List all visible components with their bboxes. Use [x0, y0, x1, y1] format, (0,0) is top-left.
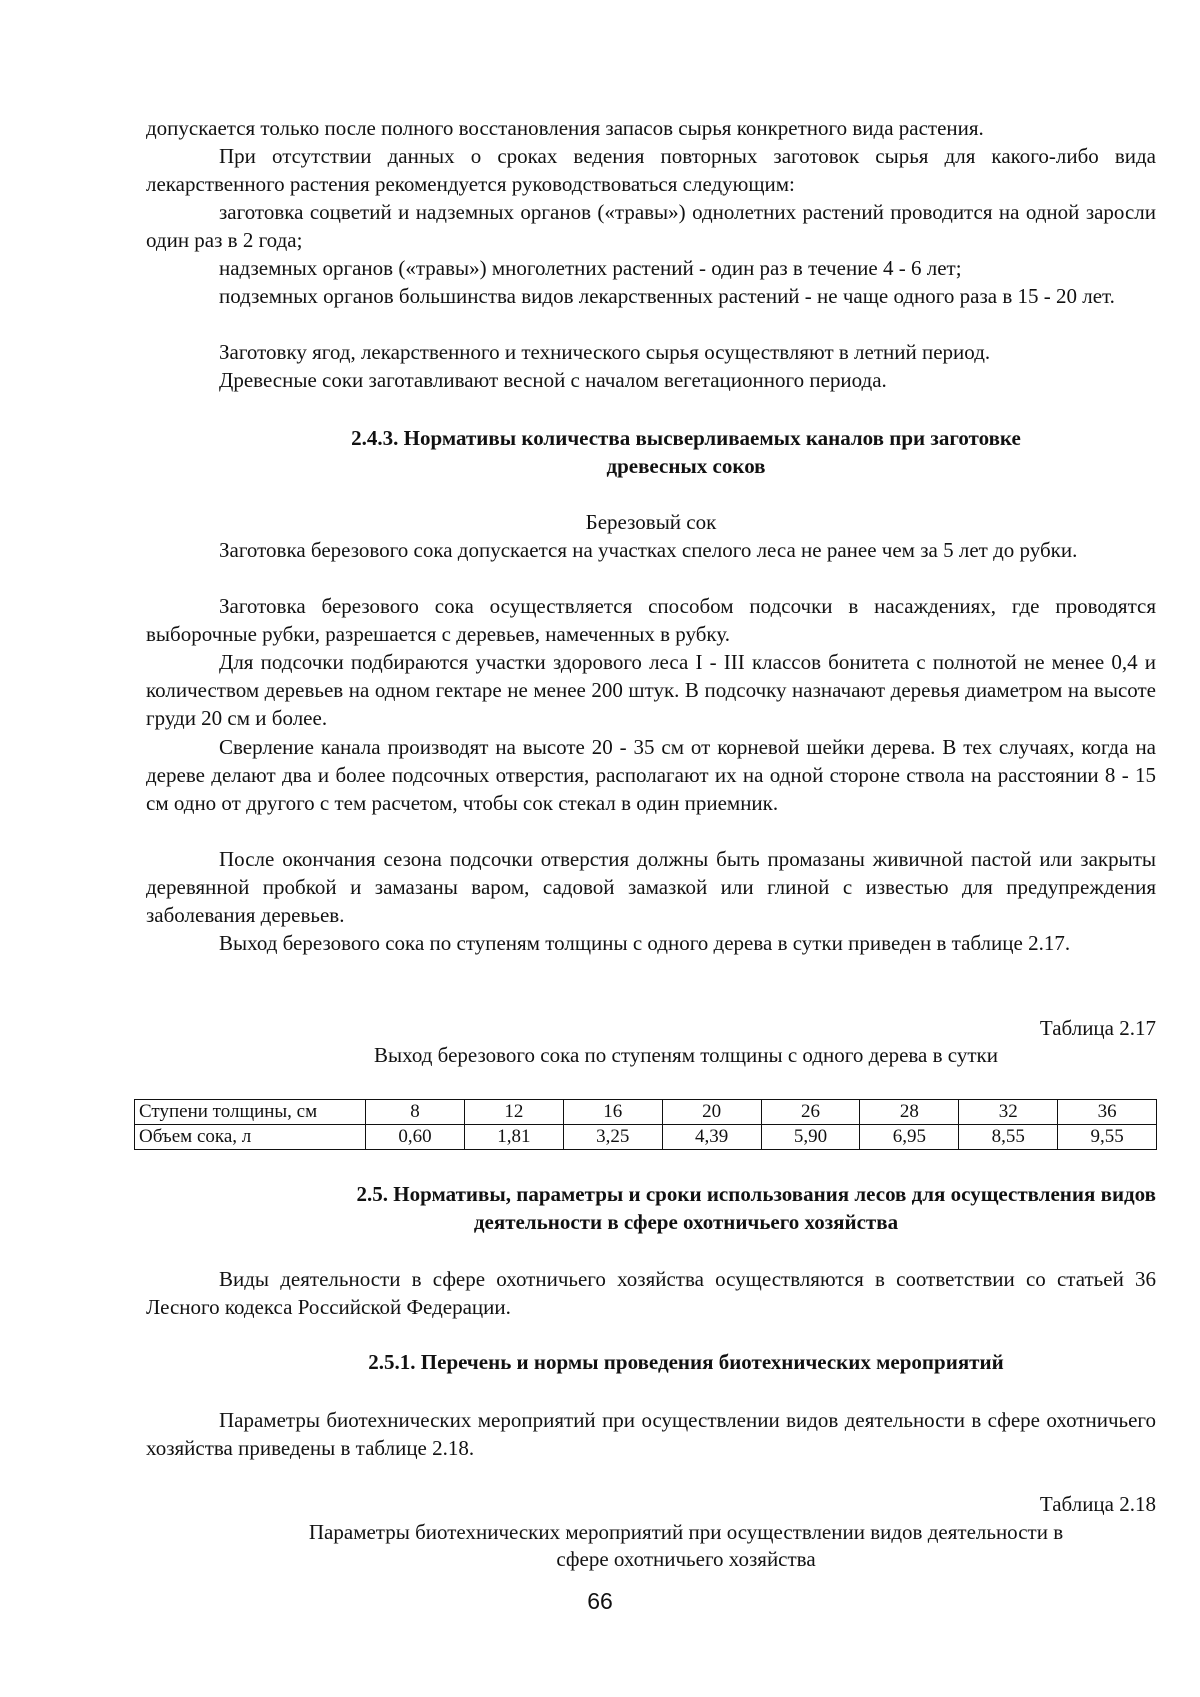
- table-cell: 9,55: [1058, 1125, 1157, 1150]
- paragraph: Заготовка березового сока допускается на участках спелого леса не ранее чем за 5 лет до рубки.: [219, 538, 1078, 562]
- table-cell: 20: [662, 1100, 761, 1125]
- paragraph: допускается только после полного восстановления запасов сырья конкретного вида растения.: [146, 116, 984, 140]
- paragraph: надземных органов («травы») многолетних растений - один раз в течение 4 - 6 лет;: [219, 256, 962, 280]
- table-cell: 5,90: [761, 1125, 860, 1150]
- paragraph: Параметры биотехнических мероприятий при осуществлении видов деятельности в сфере охотничьего хозяйства приведены в таблице 2.18.: [146, 1408, 1156, 1460]
- section-heading: древесных соков: [606, 454, 766, 478]
- row-header: Объем сока, л: [135, 1125, 366, 1150]
- paragraph: подземных органов большинства видов лекарственных растений - не чаще одного раза в 15 - 20 лет.: [219, 284, 1115, 308]
- table-cell: 1,81: [464, 1125, 563, 1150]
- paragraph: Древесные соки заготавливают весной с началом вегетационного периода.: [219, 368, 887, 392]
- section-heading: деятельности в сфере охотничьего хозяйства: [473, 1210, 899, 1234]
- paragraph: После окончания сезона подсочки отверстия должны быть промазаны живичной пастой или закрыты деревянной пробкой и замазаны варом, садовой замазкой или глиной с известью для предупреждения заболевания деревьев.: [146, 847, 1156, 927]
- row-header: Ступени толщины, см: [135, 1100, 366, 1125]
- paragraph: заготовка соцветий и надземных органов («травы») однолетних растений проводится на одной заросли один раз в 2 года;: [146, 200, 1156, 252]
- table-cell: 32: [959, 1100, 1058, 1125]
- table-cell: 4,39: [662, 1125, 761, 1150]
- table-row: [135, 1125, 1157, 1150]
- table-cell: 6,95: [860, 1125, 959, 1150]
- paragraph: Выход березового сока по ступеням толщины с одного дерева в сутки приведен в таблице 2.17.: [219, 931, 1071, 955]
- table-label: Таблица 2.18: [1039, 1492, 1156, 1516]
- table-label: Таблица 2.17: [1039, 1016, 1156, 1040]
- table-cell: 3,25: [563, 1125, 662, 1150]
- paragraph: Для подсочки подбираются участки здорового леса I - III классов бонитета с полнотой не менее 0,4 и количеством деревьев на одном гектаре не менее 200 штук. В подсочку назначают деревья диаметром на высоте груди 20 см и более.: [146, 650, 1156, 730]
- paragraph: Сверление канала производят на высоте 20 - 35 см от корневой шейки дерева. В тех случаях, когда на дереве делают два и более подсочных отверстия, располагают их на одной стороне ствола на расстоянии 8 - 15 см одно от другого с тем расчетом, чтобы сок стекал в один приемник.: [146, 735, 1156, 815]
- table-cell: 16: [563, 1100, 662, 1125]
- paragraph: Виды деятельности в сфере охотничьего хозяйства осуществляются в соответствии со статьей 36 Лесного кодекса Российской Федерации.: [146, 1267, 1156, 1319]
- table-cell: 12: [464, 1100, 563, 1125]
- paragraph: Заготовка березового сока осуществляется способом подсочки в насаждениях, где проводятся выборочные рубки, разрешается с деревьев, намеченных в рубку.: [146, 594, 1156, 646]
- section-heading: 2.5.1. Перечень и нормы проведения биотехнических мероприятий: [368, 1350, 1004, 1374]
- page-number: 66: [587, 1588, 613, 1614]
- subsection-title: Березовый сок: [585, 510, 717, 534]
- table-cell: 8,55: [959, 1125, 1058, 1150]
- table-row: [135, 1100, 1157, 1125]
- table-caption: сфере охотничьего хозяйства: [556, 1547, 816, 1571]
- sap-yield-table: [134, 1099, 1157, 1150]
- table-caption: Параметры биотехнических мероприятий при осуществлении видов деятельности в: [308, 1520, 1064, 1544]
- table-cell: 26: [761, 1100, 860, 1125]
- table-caption: Выход березового сока по ступеням толщины с одного дерева в сутки: [374, 1043, 998, 1067]
- section-heading: 2.4.3. Нормативы количества высверливаемых каналов при заготовке: [351, 426, 1021, 450]
- table-cell: 28: [860, 1100, 959, 1125]
- table-cell: 36: [1058, 1100, 1157, 1125]
- table-cell: 8: [366, 1100, 465, 1125]
- paragraph: При отсутствии данных о сроках ведения повторных заготовок сырья для какого-либо вида лекарственного растения рекомендуется руководствоваться следующим:: [146, 144, 1156, 196]
- table-cell: 0,60: [366, 1125, 465, 1150]
- paragraph: Заготовку ягод, лекарственного и технического сырья осуществляют в летний период.: [219, 340, 991, 364]
- section-heading: 2.5. Нормативы, параметры и сроки использования лесов для осуществления видов: [356, 1182, 1156, 1206]
